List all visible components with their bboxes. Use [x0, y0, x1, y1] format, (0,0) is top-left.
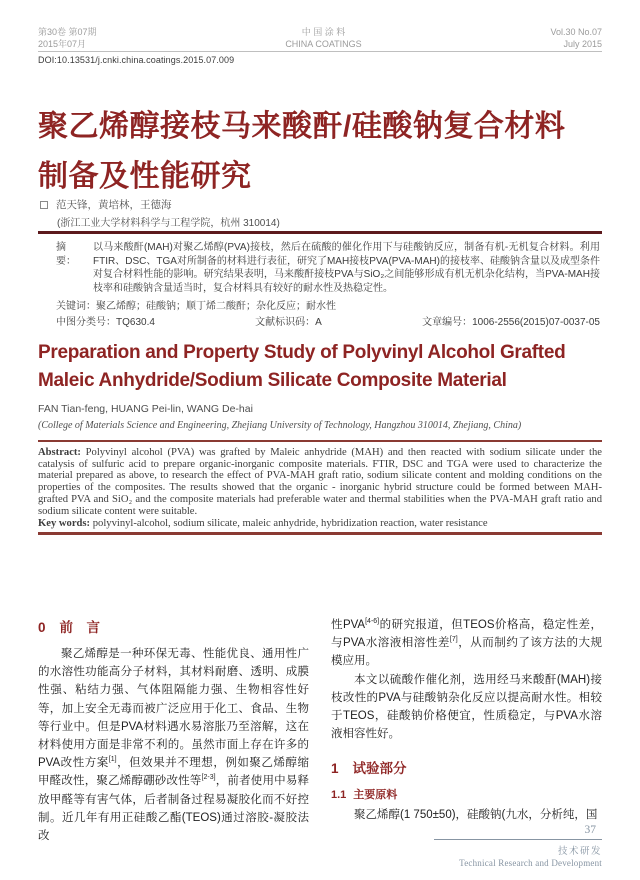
date-cn: 2015年07月	[38, 39, 87, 49]
article-number: 文章编号：1006-2556(2015)07-0037-05	[422, 317, 600, 328]
affiliation-en: (College of Materials Science and Engineering, Zhejiang University of Technology, Hangzhou 310014, Zhejiang, China)	[38, 420, 522, 431]
reference-4-6: [4-6]	[365, 618, 380, 626]
authors-cn: 范天锋，黄培林，王德海	[56, 199, 172, 211]
article-title-en	[38, 339, 602, 394]
intro-paragraph-continued	[331, 616, 602, 671]
abstract-cn-label: 摘 要：	[56, 242, 76, 267]
intro-cont-text-2: 的研究报道，但TEOS价格高，稳定性差，与PVA水溶液相溶性差	[331, 619, 602, 650]
abstract-en	[38, 447, 602, 517]
intro-paragraph	[38, 645, 309, 845]
journal-header	[38, 26, 602, 50]
english-title-divider	[38, 440, 602, 442]
abstract-en-label: Abstract:	[38, 447, 81, 458]
article-title-cn-line1: 聚乙烯醇接枝马来酸酐/硅酸钠复合材料	[38, 110, 566, 143]
subsection-title: 主要原料	[353, 789, 398, 802]
article-title-en-line2: Maleic Anhydride/Sodium Silicate Composite Material	[38, 369, 507, 391]
intro-text-3: ，前者使用中易释放甲醛等有害气体，后者制备过程易凝胶化而不好控制。近几年有用正硅酸乙酯(TEOS)通过溶胶-凝胶法改	[38, 775, 310, 843]
footer-divider	[434, 839, 602, 840]
reference-7: [7]	[449, 636, 458, 644]
body-column-right	[331, 616, 602, 845]
header-issue-info	[38, 26, 97, 50]
keywords-cn-label: 关键词：	[56, 301, 96, 312]
keywords-cn-text: 聚乙烯醇；硅酸钠；顺丁烯二酸酐；杂化反应；耐水性	[96, 301, 336, 312]
volume-issue-en: Vol.30 No.07	[550, 27, 602, 37]
reference-1: [1]	[108, 756, 117, 764]
volume-issue-cn: 第30卷 第07期	[38, 27, 97, 37]
intro-cont-text-3: ，从而制约了该方法的大规模应用。	[331, 637, 602, 668]
section-heading-experiment	[331, 757, 602, 777]
footer-section-en: Technical Research and Development	[459, 858, 602, 868]
journal-name-en: CHINA COATINGS	[285, 39, 362, 49]
intro-cont-text-1: 性PVA	[331, 619, 366, 631]
authors-en: FAN Tian-feng, HUANG Pei-lin, WANG De-hai	[38, 403, 253, 415]
header-divider	[38, 51, 602, 52]
abstract-bottom-divider	[38, 532, 602, 535]
header-issue-info-en	[550, 26, 602, 50]
article-title-cn-line2: 制备及性能研究	[38, 160, 252, 193]
section-number: 0	[38, 620, 46, 635]
classification-row	[56, 313, 600, 328]
keywords-en-text: polyvinyl-alcohol, sodium silicate, maleic anhydride, hybridization reaction, water resistance	[90, 518, 488, 529]
subsection-heading-materials	[331, 786, 602, 802]
keywords-en	[38, 518, 602, 529]
header-journal-name	[285, 26, 361, 50]
subsection-number: 1.1	[331, 789, 347, 802]
clc-number: 中图分类号：TQ630.4	[56, 317, 155, 328]
intro-text-1: 聚乙烯醇是一种环保无毒、性能优良、通用性广的水溶性功能高分子材料，其材料耐磨、透明、成膜性强、粘结力强、气体阻隔能力强、生物相容性好等，加上安全无毒而被广泛应用于化工、食品、生物等行业中。但是PVA材料遇水易溶胀乃至溶解，这在材料使用方面是非常不利的。虽然市面上存在许多的PVA改性方案	[38, 648, 309, 770]
section-title: 前 言	[59, 620, 101, 635]
method-overview-paragraph: 本文以硫酸作催化剂，选用经马来酸酐(MAH)接枝改性的PVA与硅酸钠杂化反应以提高耐水性。相较于TEOS，硅酸钠价格便宜，性质稳定，与PVA水溶液相容性好。	[331, 673, 602, 741]
body-column-left	[38, 616, 309, 845]
footer-section-cn: 技术研发	[557, 846, 602, 857]
article-title-en-line1: Preparation and Property Study of Polyvinyl Alcohol Grafted	[38, 342, 566, 363]
journal-name-cn: 中 国 涂 料	[301, 27, 346, 37]
page-footer	[434, 824, 602, 868]
section-heading-intro	[38, 616, 309, 636]
keywords-en-label: Key words:	[38, 518, 91, 529]
author-marker-icon	[40, 201, 48, 209]
date-en: July 2015	[563, 39, 602, 49]
title-divider	[38, 231, 602, 234]
abstract-cn-text: 以马来酸酐(MAH)对聚乙烯醇(PVA)接枝，然后在硫酸的催化作用下与硅酸钠反应，制备有机-无机复合材料。利用FTIR、DSC、TGA对所制备的材料进行表征，研究了MAH接枝PVA(PVA-MAH)的接枝率、硅酸钠含量以及成型条件对复合材料性能的影响。研究结果表明，马来酸酐接枝PVA与SiO₂之间能够形成有机无机杂化结构，当PVA-MAH接枝率和硅酸钠含量适当时，复合材料具有较好的耐水性及热稳定性。	[93, 242, 600, 295]
materials-paragraph: 聚乙烯醇(1 750±50)，硅酸钠(九水，分析纯，国	[354, 809, 598, 822]
keywords-cn	[56, 297, 600, 312]
abstract-en-text: Polyvinyl alcohol (PVA) was grafted by Maleic anhydride (MAH) and then reacted with sodium silicate under the catalysis of sulfuric acid to prepare organic-inorganic composite materials. FTIR, DSC and TGA were used to characterize the material prepared as above, to research the effect of PVA-MAH graft ratio, sodium silicate content and molding conditions on the properties of the composites. The results showed that the organic - inorganic hybrid structure could be formed between MAH-grafted PVA and SiO₂ and the composite materials had preferable water and thermal stabilities when the PVA-MAH graft ratio and sodium silicate content were suitable.	[38, 447, 602, 517]
page-number: 37	[584, 824, 596, 836]
authors-row	[40, 197, 172, 212]
affiliation-cn: (浙江工业大学材料科学与工程学院，杭州 310014)	[57, 218, 280, 229]
reference-2-3: [2-3]	[201, 774, 216, 782]
doi-text: DOI:10.13531/j.cnki.china.coatings.2015.07.009	[38, 55, 235, 65]
article-title-cn	[38, 102, 602, 202]
section-number: 1	[331, 761, 339, 777]
body-columns	[38, 616, 602, 845]
intro-text-2: ，但效果并不理想，例如聚乙烯醇缩甲醛改性，聚乙烯醇硼砂改性等	[38, 757, 309, 788]
section-title: 试验部分	[352, 761, 407, 777]
document-code: 文献标识码：A	[255, 317, 322, 328]
abstract-cn	[56, 241, 600, 296]
